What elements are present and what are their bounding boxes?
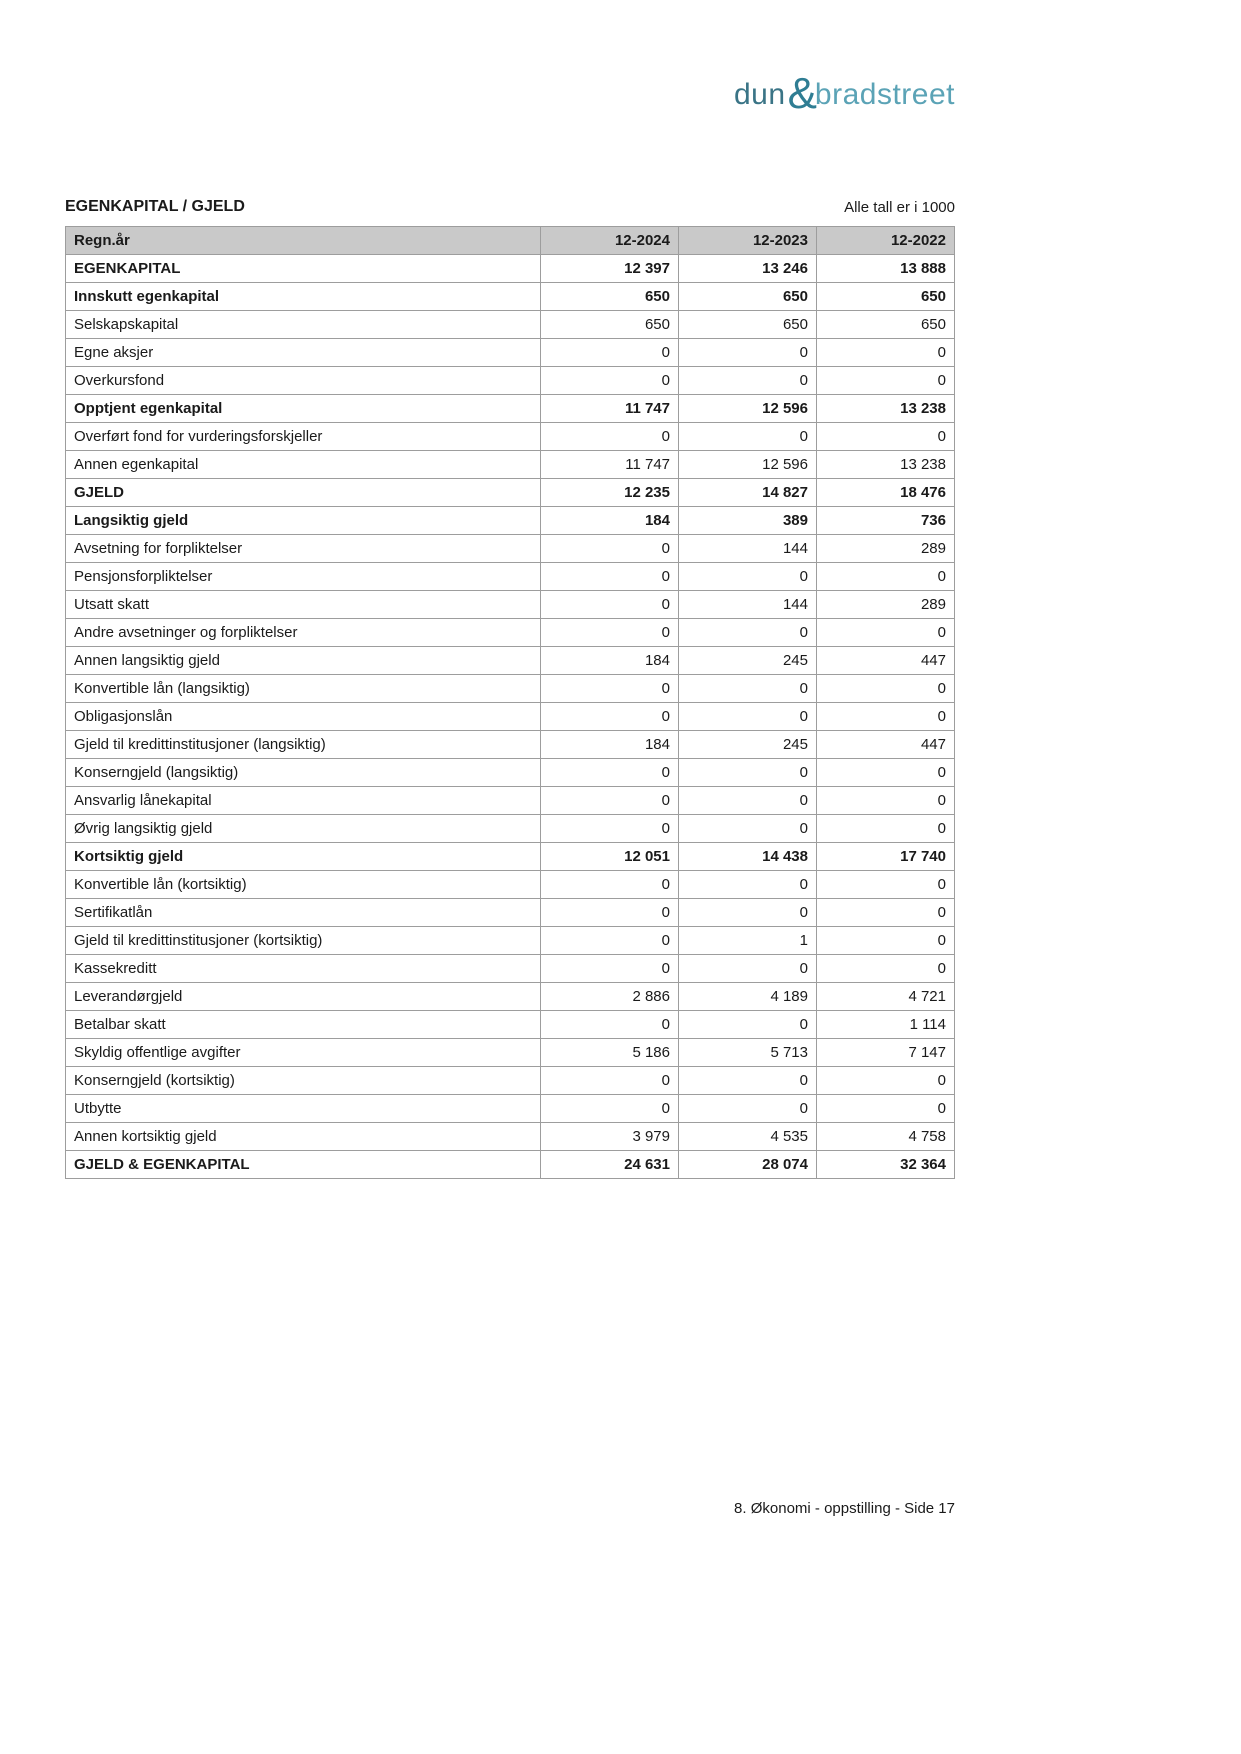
row-label: Kortsiktig gjeld (66, 843, 541, 871)
row-label: EGENKAPITAL (66, 255, 541, 283)
table-row (66, 927, 955, 955)
cell-value-2024: 0 (541, 871, 679, 899)
heading-row (65, 198, 955, 216)
row-label: Betalbar skatt (66, 1011, 541, 1039)
cell-value-2022: 13 238 (817, 395, 955, 423)
table-row (66, 787, 955, 815)
column-header-regnar: Regn.år (66, 227, 541, 255)
row-label: Obligasjonslån (66, 703, 541, 731)
table-row (66, 871, 955, 899)
row-label: Konserngjeld (langsiktig) (66, 759, 541, 787)
cell-value-2024: 12 051 (541, 843, 679, 871)
cell-value-2024: 184 (541, 647, 679, 675)
cell-value-2023: 650 (679, 283, 817, 311)
cell-value-2022: 0 (817, 1067, 955, 1095)
cell-value-2022: 650 (817, 283, 955, 311)
cell-value-2024: 0 (541, 563, 679, 591)
row-label: Konvertible lån (langsiktig) (66, 675, 541, 703)
cell-value-2024: 0 (541, 1095, 679, 1123)
cell-value-2023: 0 (679, 1011, 817, 1039)
column-header-2024: 12-2024 (541, 227, 679, 255)
cell-value-2024: 12 397 (541, 255, 679, 283)
table-row (66, 703, 955, 731)
cell-value-2022: 17 740 (817, 843, 955, 871)
row-label: Utsatt skatt (66, 591, 541, 619)
table-row (66, 899, 955, 927)
units-note: Alle tall er i 1000 (844, 199, 955, 216)
table-row (66, 507, 955, 535)
cell-value-2024: 0 (541, 675, 679, 703)
table-row (66, 759, 955, 787)
cell-value-2022: 0 (817, 899, 955, 927)
cell-value-2023: 0 (679, 675, 817, 703)
row-label: Utbytte (66, 1095, 541, 1123)
cell-value-2024: 0 (541, 899, 679, 927)
cell-value-2022: 0 (817, 927, 955, 955)
balance-sheet-table (65, 226, 955, 1179)
row-label: Skyldig offentlige avgifter (66, 1039, 541, 1067)
column-header-2022: 12-2022 (817, 227, 955, 255)
cell-value-2023: 14 438 (679, 843, 817, 871)
table-row (66, 675, 955, 703)
cell-value-2022: 32 364 (817, 1151, 955, 1179)
cell-value-2024: 12 235 (541, 479, 679, 507)
row-label: Langsiktig gjeld (66, 507, 541, 535)
cell-value-2023: 0 (679, 899, 817, 927)
cell-value-2024: 0 (541, 815, 679, 843)
table-row (66, 479, 955, 507)
cell-value-2022: 13 888 (817, 255, 955, 283)
cell-value-2022: 0 (817, 871, 955, 899)
cell-value-2022: 289 (817, 591, 955, 619)
cell-value-2022: 4 758 (817, 1123, 955, 1151)
page-title: EGENKAPITAL / GJELD (65, 198, 245, 215)
cell-value-2023: 0 (679, 815, 817, 843)
cell-value-2023: 0 (679, 1067, 817, 1095)
logo-ampersand-icon: & (787, 69, 817, 118)
cell-value-2024: 0 (541, 927, 679, 955)
cell-value-2023: 0 (679, 339, 817, 367)
row-label: Gjeld til kredittinstitusjoner (kortsiktig) (66, 927, 541, 955)
cell-value-2022: 0 (817, 339, 955, 367)
table-header-row (66, 227, 955, 255)
cell-value-2023: 0 (679, 871, 817, 899)
row-label: Gjeld til kredittinstitusjoner (langsiktig) (66, 731, 541, 759)
cell-value-2022: 0 (817, 423, 955, 451)
cell-value-2024: 0 (541, 591, 679, 619)
cell-value-2023: 0 (679, 787, 817, 815)
cell-value-2022: 0 (817, 675, 955, 703)
cell-value-2022: 0 (817, 563, 955, 591)
cell-value-2024: 184 (541, 731, 679, 759)
table-row (66, 647, 955, 675)
cell-value-2023: 389 (679, 507, 817, 535)
table-row (66, 1067, 955, 1095)
row-label: Innskutt egenkapital (66, 283, 541, 311)
cell-value-2022: 289 (817, 535, 955, 563)
cell-value-2023: 650 (679, 311, 817, 339)
balance-table-body (66, 255, 955, 1179)
cell-value-2022: 447 (817, 647, 955, 675)
cell-value-2023: 12 596 (679, 395, 817, 423)
cell-value-2023: 245 (679, 647, 817, 675)
cell-value-2024: 0 (541, 955, 679, 983)
table-row (66, 983, 955, 1011)
table-row (66, 619, 955, 647)
table-row (66, 255, 955, 283)
cell-value-2024: 650 (541, 311, 679, 339)
row-label: Konserngjeld (kortsiktig) (66, 1067, 541, 1095)
cell-value-2024: 11 747 (541, 395, 679, 423)
cell-value-2024: 0 (541, 759, 679, 787)
table-row (66, 1011, 955, 1039)
table-row (66, 1123, 955, 1151)
table-row (66, 843, 955, 871)
cell-value-2022: 13 238 (817, 451, 955, 479)
row-label: GJELD (66, 479, 541, 507)
cell-value-2022: 736 (817, 507, 955, 535)
cell-value-2023: 0 (679, 759, 817, 787)
table-row (66, 591, 955, 619)
table-row (66, 395, 955, 423)
table-row (66, 367, 955, 395)
row-label: Overført fond for vurderingsforskjeller (66, 423, 541, 451)
row-label: Annen egenkapital (66, 451, 541, 479)
cell-value-2023: 5 713 (679, 1039, 817, 1067)
cell-value-2022: 447 (817, 731, 955, 759)
cell-value-2022: 0 (817, 759, 955, 787)
cell-value-2023: 14 827 (679, 479, 817, 507)
cell-value-2024: 5 186 (541, 1039, 679, 1067)
cell-value-2024: 0 (541, 423, 679, 451)
cell-value-2024: 24 631 (541, 1151, 679, 1179)
cell-value-2023: 0 (679, 619, 817, 647)
dun-bradstreet-logo (734, 68, 955, 118)
cell-value-2024: 184 (541, 507, 679, 535)
cell-value-2024: 11 747 (541, 451, 679, 479)
table-row (66, 1095, 955, 1123)
cell-value-2023: 144 (679, 535, 817, 563)
row-label: Kassekreditt (66, 955, 541, 983)
cell-value-2023: 0 (679, 367, 817, 395)
table-row (66, 283, 955, 311)
row-label: Ansvarlig lånekapital (66, 787, 541, 815)
row-label: Overkursfond (66, 367, 541, 395)
cell-value-2024: 0 (541, 535, 679, 563)
row-label: Annen kortsiktig gjeld (66, 1123, 541, 1151)
cell-value-2022: 18 476 (817, 479, 955, 507)
table-row (66, 423, 955, 451)
cell-value-2022: 4 721 (817, 983, 955, 1011)
cell-value-2023: 0 (679, 955, 817, 983)
cell-value-2022: 0 (817, 619, 955, 647)
row-label: Avsetning for forpliktelser (66, 535, 541, 563)
table-row (66, 1151, 955, 1179)
row-label: Andre avsetninger og forpliktelser (66, 619, 541, 647)
cell-value-2024: 0 (541, 1067, 679, 1095)
table-row (66, 563, 955, 591)
row-label: Opptjent egenkapital (66, 395, 541, 423)
row-label: Pensjonsforpliktelser (66, 563, 541, 591)
cell-value-2023: 13 246 (679, 255, 817, 283)
cell-value-2022: 0 (817, 703, 955, 731)
row-label: Leverandørgjeld (66, 983, 541, 1011)
cell-value-2022: 0 (817, 815, 955, 843)
cell-value-2023: 144 (679, 591, 817, 619)
table-row (66, 311, 955, 339)
cell-value-2024: 650 (541, 283, 679, 311)
cell-value-2023: 4 189 (679, 983, 817, 1011)
table-row (66, 451, 955, 479)
table-row (66, 535, 955, 563)
row-label: Annen langsiktig gjeld (66, 647, 541, 675)
cell-value-2022: 0 (817, 955, 955, 983)
cell-value-2022: 0 (817, 1095, 955, 1123)
cell-value-2022: 0 (817, 367, 955, 395)
cell-value-2022: 0 (817, 787, 955, 815)
cell-value-2023: 12 596 (679, 451, 817, 479)
row-label: Øvrig langsiktig gjeld (66, 815, 541, 843)
cell-value-2024: 0 (541, 367, 679, 395)
cell-value-2023: 4 535 (679, 1123, 817, 1151)
row-label: Egne aksjer (66, 339, 541, 367)
row-label: Selskapskapital (66, 311, 541, 339)
cell-value-2024: 0 (541, 1011, 679, 1039)
table-row (66, 339, 955, 367)
table-row (66, 955, 955, 983)
table-row (66, 815, 955, 843)
cell-value-2023: 1 (679, 927, 817, 955)
cell-value-2024: 0 (541, 787, 679, 815)
table-row (66, 1039, 955, 1067)
cell-value-2023: 0 (679, 1095, 817, 1123)
cell-value-2022: 7 147 (817, 1039, 955, 1067)
cell-value-2024: 3 979 (541, 1123, 679, 1151)
logo-text-dun: dun (734, 78, 786, 111)
cell-value-2022: 650 (817, 311, 955, 339)
cell-value-2024: 0 (541, 703, 679, 731)
cell-value-2022: 1 114 (817, 1011, 955, 1039)
row-label: GJELD & EGENKAPITAL (66, 1151, 541, 1179)
row-label: Sertifikatlån (66, 899, 541, 927)
logo-text-bradstreet: bradstreet (814, 78, 955, 111)
table-row (66, 731, 955, 759)
cell-value-2023: 0 (679, 423, 817, 451)
column-header-2023: 12-2023 (679, 227, 817, 255)
row-label: Konvertible lån (kortsiktig) (66, 871, 541, 899)
cell-value-2024: 0 (541, 619, 679, 647)
cell-value-2023: 245 (679, 731, 817, 759)
cell-value-2024: 0 (541, 339, 679, 367)
cell-value-2023: 0 (679, 703, 817, 731)
cell-value-2024: 2 886 (541, 983, 679, 1011)
cell-value-2023: 0 (679, 563, 817, 591)
footer-page-label: 8. Økonomi - oppstilling - Side 17 (734, 1500, 955, 1517)
cell-value-2023: 28 074 (679, 1151, 817, 1179)
